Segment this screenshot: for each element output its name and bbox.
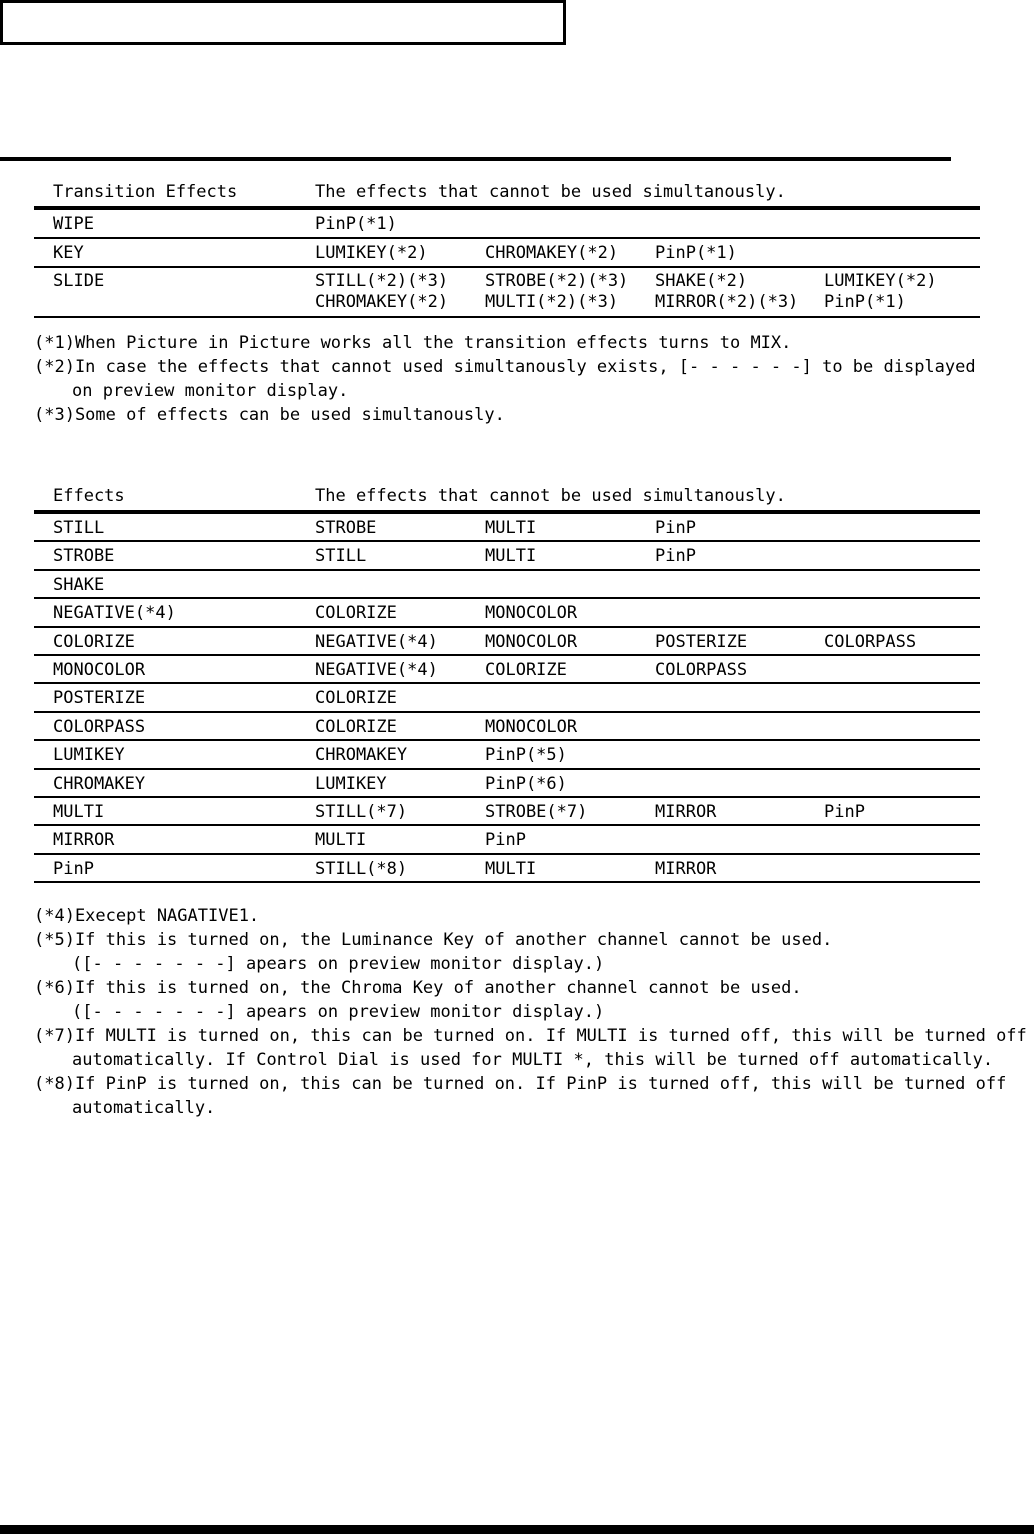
table-row [34,542,980,570]
conflict-cell: PinP(*6) [485,773,567,794]
effect-name: PinP [53,858,94,879]
conflict-cell: MONOCOLOR [485,716,578,737]
conflict-cell: STROBE [315,518,377,538]
conflict-cell: POSTERIZE [655,631,748,652]
conflict-cell: COLORIZE [485,659,567,680]
header-col-effect: Transition Effects [53,182,238,202]
conflict-cell: STILL(*8) [315,858,408,879]
conflict-cell: MULTI [485,518,537,538]
conflict-cell: LUMIKEY [315,773,387,794]
effects-notes [34,904,1027,1120]
conflict-cell: NEGATIVE(*4) [315,631,438,652]
conflict-cell: SHAKE(*2) MIRROR(*2)(*3) [655,271,799,312]
conflict-cell: COLORPASS [655,659,748,680]
footnote: (*4)Execept NAGATIVE1. [34,906,260,926]
conflict-cell: COLORPASS [824,631,917,652]
effect-name: POSTERIZE [53,688,146,709]
table-header [34,484,980,514]
table-row [34,239,980,268]
table-row [34,855,980,883]
footnote: (*7)If MULTI is turned on, this can be turned on. If MULTI is turned off, this will be turned off automatically. If Control Dial is used for MULTI *, this will be turned off automatically. [34,1026,1027,1070]
footnote: (*5)If this is turned on, the Luminance Key of another channel cannot be used. ([- - - - - - -] apears on preview monitor display.) [34,930,833,974]
table-row [34,599,980,627]
table-row [34,713,980,741]
conflict-cell: MULTI [485,858,537,879]
conflict-cell: MULTI [485,546,537,567]
effect-name: WIPE [53,214,94,234]
conflict-cell: MIRROR [655,801,717,822]
effect-name: NEGATIVE(*4) [53,603,176,624]
conflict-cell: STROBE(*7) [485,801,588,822]
footnote: (*8)If PinP is turned on, this can be turned on. If PinP is turned off, this will be turned off automatically. [34,1074,1007,1118]
table-row [34,571,980,599]
conflict-cell: COLORIZE [315,688,397,709]
effect-name: MIRROR [53,830,115,851]
effect-name: SHAKE [53,574,105,595]
effect-name: MONOCOLOR [53,659,146,680]
header-col-conflicts: The effects that cannot be used simultanously. [315,182,786,202]
effect-name: KEY [53,243,84,263]
table-row [34,514,980,542]
effect-name: STROBE [53,546,115,567]
conflict-cell: LUMIKEY(*2) PinP(*1) [824,271,937,312]
footnote: (*6)If this is turned on, the Chroma Key of another channel cannot be used. ([- - - - - - -] apears on preview monitor display.) [34,978,802,1022]
conflict-cell: PinP [485,830,526,851]
conflict-cell: PinP(*1) [655,243,737,263]
conflict-cell: PinP [824,801,865,822]
conflict-cell: MULTI [315,830,367,851]
conflict-cell: COLORIZE [315,716,397,737]
effects-rows [34,514,980,883]
conflict-cell: STILL(*2)(*3) CHROMAKEY(*2) [315,271,449,312]
header-title-box [0,0,566,45]
effect-name: LUMIKEY [53,745,125,766]
conflict-cell: STILL(*7) [315,801,408,822]
table-row [34,628,980,656]
table-row [34,656,980,684]
conflict-cell: STILL [315,546,367,567]
header-col-effect: Effects [53,486,125,506]
conflict-cell: STROBE(*2)(*3) MULTI(*2)(*3) [485,271,629,312]
conflict-cell: CHROMAKEY(*2) [485,243,619,263]
header-col-conflicts: The effects that cannot be used simultanously. [315,486,786,506]
page-bottom-rule [0,1525,1034,1534]
table-row [34,826,980,854]
table-row [34,741,980,769]
footnote: (*3)Some of effects can be used simultanously. [34,405,505,425]
effect-name: COLORPASS [53,716,146,737]
table-row [34,210,980,239]
conflict-cell: MONOCOLOR [485,631,578,652]
table-header [34,180,980,210]
conflict-cell: COLORIZE [315,603,397,624]
conflict-cell: NEGATIVE(*4) [315,659,438,680]
table-row [34,798,980,826]
transition-effects-table [34,180,980,318]
effect-name: STILL [53,518,105,538]
footnote: (*1)When Picture in Picture works all the transition effects turns to MIX. [34,333,792,353]
conflict-cell: MONOCOLOR [485,603,578,624]
transition-notes [34,331,1014,427]
conflict-cell: CHROMAKEY [315,745,408,766]
effect-name: CHROMAKEY [53,773,146,794]
conflict-cell: LUMIKEY(*2) [315,243,428,263]
effects-table [34,484,980,883]
effect-name: COLORIZE [53,631,135,652]
effect-name: SLIDE [53,271,105,291]
table-row [34,684,980,712]
conflict-cell: PinP [655,546,696,567]
table-row [34,268,980,318]
effect-name: MULTI [53,801,105,822]
conflict-cell: PinP [655,518,696,538]
footnote: (*2)In case the effects that cannot used simultanously exists, [- - - - - -] to be displayed on preview monitor display. [34,357,976,401]
conflict-cell: MIRROR [655,858,717,879]
conflict-cell: PinP(*1) [315,214,397,234]
conflict-cell: PinP(*5) [485,745,567,766]
table-row [34,770,980,798]
section-top-rule [0,157,951,161]
